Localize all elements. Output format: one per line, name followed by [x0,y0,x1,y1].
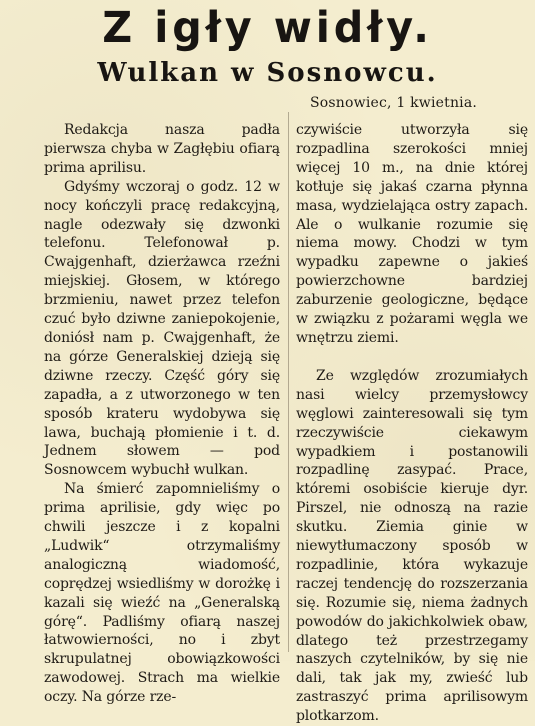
paragraph: Ze względów zrozumiałych nasi wielcy przemysłowcy węglowi zainteresowali się tym rzeczywiście ciekawym wypadkiem i postanowili rozpadlinę zasypać. Prace, któremi osobiście kieruje dyr. Pirszel, nie odnoszą na razie skutku. Ziemia ginie w niewytłumaczony sposób w rozpadlinie, która wykazuje raczej tendencję do rozszerzania się. Rozumie się, niema żadnych powodów do jakichkolwiek obaw, dlatego też przestrzegamy naszych czytelników, by się nie dali, tak jak my, zwieść lub zastraszyć prima aprilisowym plotkarzom. [296,367,528,725]
right-column [296,121,528,726]
left-column [44,121,280,707]
article-headline: Z igły widły. [102,3,433,53]
paragraph: czywiście utworzyła się rozpadlina szerokości mniej więcej 10 m., na dnie której kotłuje się jakaś czarna płynna masa, wydzielająca ostry zapach. Ale o wulkanie rozumie się niema mowy. Chodzi w tym wypadku zapewne o jakieś powierzchowne bardziej zaburzenie geologiczne, będące w związku z pożarami węgla we wnętrzu ziemi. [296,122,528,346]
paragraph: Na śmierć zapomnieliśmy o prima aprilisie, gdy więc po chwili jeszcze i z kopalni „Ludwik“ otrzymaliśmy analogiczną wiadomość, coprędzej wsiedliśmy w dorożkę i kazali się wieźć na „Generalską górę“. Padliśmy ofiarą naszej łatwowierności, no i zbyt skrupulatnej obowiązkowości zawodowej. Strach ma wielkie oczy. Na górze rze- [44,481,280,706]
column-divider [288,112,289,652]
paragraph: Gdyśmy wczoraj o godz. 12 w nocy kończyli pracę redakcyjną, nagle odezwały się dzwonki telefonu. Telefonował p. Cwajgenhaft, dzierżawca rzeźni miejskiej. Głosem, w którego brzmieniu, nawet przez telefon czuć było dziwne zaniepokojenie, doniósł nam p. Cwajgenhaft, że na górze Generalskiej dzieją się dziwne rzeczy. Część góry się zapadła, a z utworzonego w ten sposób krateru wydobywa się lawa, buchają płomienie i t. d. Jednem słowem — pod Sosnowcem wybuchł wulkan. [44,178,280,479]
paragraph: Redakcja nasza padła pierwsza chyba w Zagłębiu ofiarą prima aprilisu. [44,122,280,176]
article-dateline: Sosnowiec, 1 kwietnia. [310,95,478,111]
article-subheadline: Wulkan w Sosnowcu. [97,58,438,88]
